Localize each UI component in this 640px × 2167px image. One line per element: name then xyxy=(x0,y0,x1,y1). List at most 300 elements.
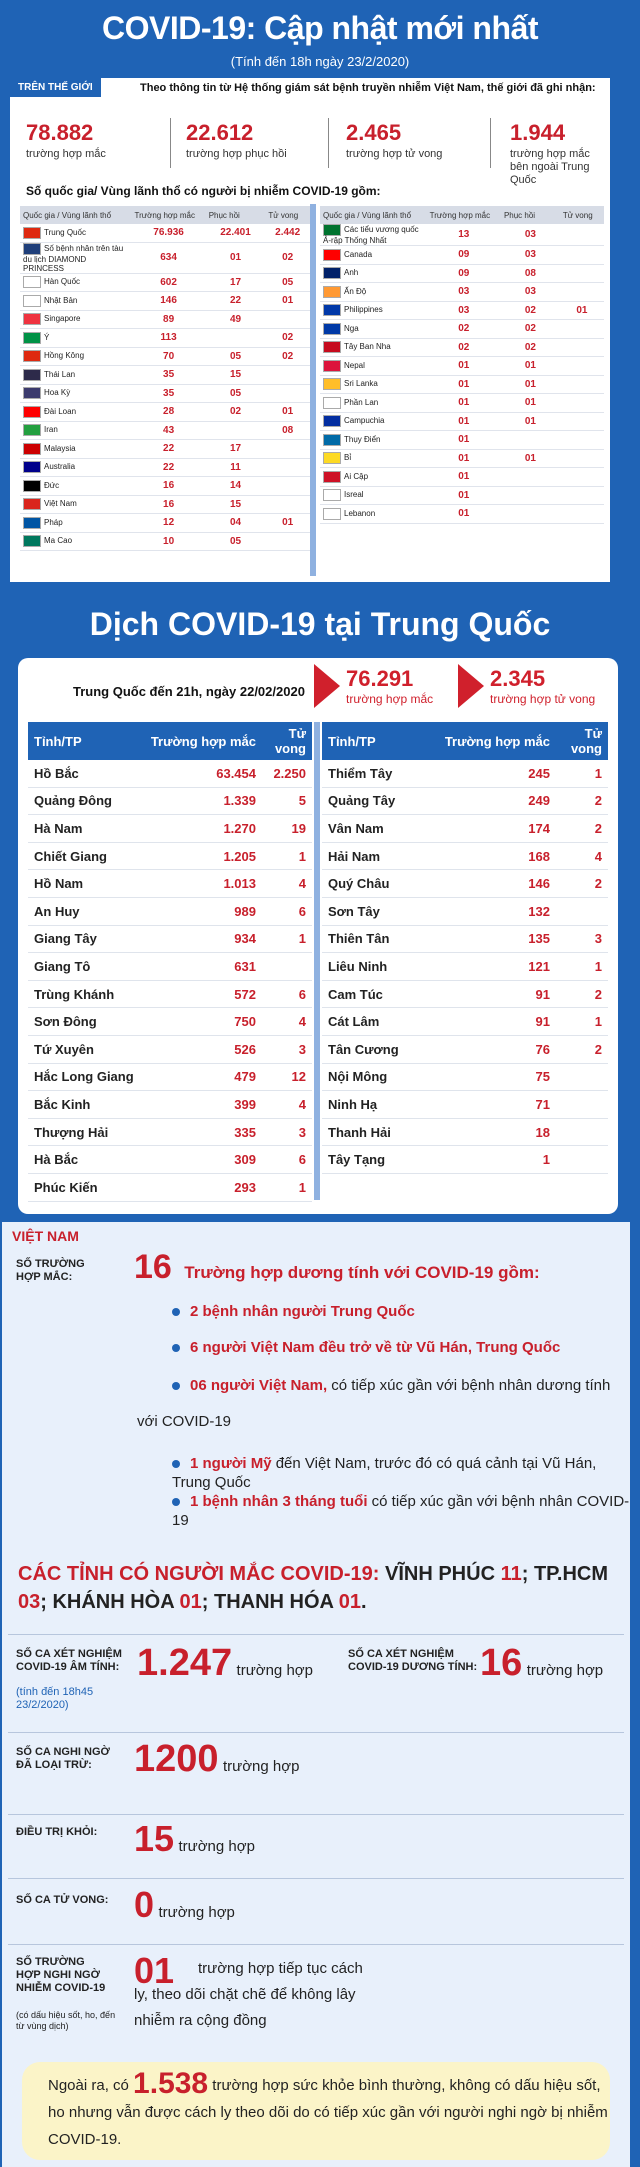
table-row xyxy=(320,338,604,357)
country-name: Ấn Độ xyxy=(344,286,367,296)
country-name: Tây Ban Nha xyxy=(344,342,391,352)
country-name: Singapore xyxy=(44,314,81,324)
country-name: Lebanon xyxy=(344,508,376,518)
excluded-value xyxy=(134,1738,299,1781)
province-cell: Thiểm Tây xyxy=(322,760,424,787)
table-row xyxy=(320,449,604,468)
table-row xyxy=(320,283,604,302)
bullet-2 xyxy=(172,1338,560,1357)
deaths-cell: 3 xyxy=(262,1118,312,1146)
province-cell: Trùng Khánh xyxy=(28,980,140,1008)
suspect-label: SỐ TRƯỜNG HỢP NGHI NGỜ NHIỄM COVID-19 xyxy=(16,1956,106,1994)
country-name: Trung Quốc xyxy=(44,227,86,237)
country-cell xyxy=(320,431,427,450)
province-name: ; TP.HCM xyxy=(521,1563,609,1585)
flag-icon xyxy=(323,360,341,372)
deaths-cell xyxy=(265,366,310,385)
cases-cell: 631 xyxy=(140,953,262,981)
country-list-title: Số quốc gia/ Vùng lãnh thổ có người bị nhiễm COVID-19 gồm: xyxy=(26,184,381,198)
country-name: Campuchia xyxy=(344,416,385,426)
bullet-icon xyxy=(172,1344,180,1352)
country-cell xyxy=(20,224,131,242)
recovered-cell xyxy=(206,421,266,440)
flag-icon xyxy=(23,517,41,529)
flag-icon xyxy=(23,276,41,288)
deaths-cell xyxy=(556,897,608,925)
recovered-cell: 15 xyxy=(206,366,266,385)
recovered-cell: 01 xyxy=(501,394,560,413)
recovered-cell: 01 xyxy=(501,449,560,468)
recovered-cell: 03 xyxy=(501,224,560,246)
table-row xyxy=(322,842,608,870)
recovered-cell: 02 xyxy=(501,301,560,320)
cured-unit: trường hợp xyxy=(178,1838,255,1855)
cases-cell: 09 xyxy=(427,246,501,265)
col-recovered: Phục hồi xyxy=(206,206,266,224)
china-table-left xyxy=(28,722,312,1202)
country-cell xyxy=(320,449,427,468)
deaths-cell xyxy=(560,338,604,357)
table-row xyxy=(28,787,312,815)
recovered-cell xyxy=(501,468,560,487)
deaths-cell: 1 xyxy=(262,842,312,870)
deaths-cell: 1 xyxy=(556,760,608,787)
country-name: Philippines xyxy=(344,305,383,315)
world-intro: Theo thông tin từ Hệ thống giám sát bệnh truyền nhiễm Việt Nam, thế giới đã ghi nhận: xyxy=(140,82,596,94)
province-cell: Giang Tây xyxy=(28,925,140,953)
bullet-text: 6 người Việt Nam đều trở về từ Vũ Hán, Trung Quốc xyxy=(190,1339,561,1356)
country-name: Các tiểu vương quốc Ả-rập Thống Nhất xyxy=(323,225,419,245)
cases-cell: 63.454 xyxy=(140,760,262,787)
flag-icon xyxy=(23,295,41,307)
flag-icon xyxy=(323,434,341,446)
flag-icon xyxy=(323,489,341,501)
divider xyxy=(490,118,491,168)
province-cell: Quý Châu xyxy=(322,870,424,898)
table-row xyxy=(20,403,310,422)
recovered-cell: 01 xyxy=(501,412,560,431)
world-tag: TRÊN THẾ GIỚI xyxy=(10,78,101,97)
china-total-cases xyxy=(346,666,433,706)
country-cell xyxy=(20,421,131,440)
table-row xyxy=(20,292,310,311)
country-table-left xyxy=(20,206,310,551)
note-text xyxy=(48,2067,608,2153)
deaths-cell xyxy=(265,532,310,551)
table-row xyxy=(20,458,310,477)
table-row xyxy=(20,514,310,533)
table-row xyxy=(28,1146,312,1174)
table-row xyxy=(320,468,604,487)
country-name: Nga xyxy=(344,323,359,333)
table-row xyxy=(322,1146,608,1174)
flag-icon xyxy=(323,471,341,483)
cases-cell: 35 xyxy=(131,366,205,385)
cases-cell: 399 xyxy=(140,1091,262,1119)
death-unit: trường hợp xyxy=(158,1904,235,1921)
cases-cell: 01 xyxy=(427,412,501,431)
province-cell: Thượng Hải xyxy=(28,1118,140,1146)
province-cell: Sơn Tây xyxy=(322,897,424,925)
recovered-cell: 03 xyxy=(501,246,560,265)
cases-cell: 76 xyxy=(424,1035,556,1063)
deaths-cell: 2.442 xyxy=(265,224,310,242)
country-name: Đài Loan xyxy=(44,406,77,416)
country-name: Canada xyxy=(344,249,373,259)
province-cell: Ninh Hạ xyxy=(322,1091,424,1119)
province-name: ; KHÁNH HÒA xyxy=(40,1591,174,1613)
col-cases: Trường hợp mắc xyxy=(131,206,205,224)
note-pre: Ngoài ra, có xyxy=(48,2077,129,2094)
deaths-cell: 5 xyxy=(262,787,312,815)
country-name: Phần Lan xyxy=(344,397,379,407)
bullet-icon xyxy=(172,1382,180,1390)
bullet-text: có tiếp xúc gần với bệnh nhân COVID-19 xyxy=(172,1493,630,1529)
flag-icon xyxy=(23,243,41,255)
cases-cell: 01 xyxy=(427,468,501,487)
arrow-icon xyxy=(458,664,484,708)
cured-label: ĐIỀU TRỊ KHỎI: xyxy=(16,1826,98,1838)
cases-cell: 02 xyxy=(427,338,501,357)
flag-icon xyxy=(23,406,41,418)
cases-cell: 121 xyxy=(424,953,556,981)
cases-cell: 479 xyxy=(140,1063,262,1091)
stat-deaths-label: trường hợp tử vong xyxy=(346,148,443,160)
deaths-cell xyxy=(560,449,604,468)
deaths-cell xyxy=(560,375,604,394)
cases-cell: 13 xyxy=(427,224,501,246)
table-row xyxy=(28,953,312,981)
cases-cell: 12 xyxy=(131,514,205,533)
country-name: Thái Lan xyxy=(44,369,76,379)
col-province: Tỉnh/TP xyxy=(322,722,424,760)
vietnam-card xyxy=(2,1222,630,2167)
cases-cell: 750 xyxy=(140,1008,262,1036)
bullet-1 xyxy=(172,1302,415,1321)
stat-recovered xyxy=(186,120,336,161)
flag-icon xyxy=(323,267,341,279)
flag-icon xyxy=(23,424,41,436)
column-separator xyxy=(314,722,320,1200)
table-row xyxy=(320,486,604,505)
deaths-cell xyxy=(265,310,310,329)
cases-cell: 634 xyxy=(131,242,205,273)
table-row xyxy=(322,870,608,898)
recovered-cell: 01 xyxy=(501,375,560,394)
province-count: 11 xyxy=(500,1563,522,1585)
recovered-cell: 49 xyxy=(206,310,266,329)
death-num: 0 xyxy=(134,1884,155,1925)
deaths-cell: 4 xyxy=(556,842,608,870)
deaths-cell: 12 xyxy=(262,1063,312,1091)
deaths-cell: 01 xyxy=(265,514,310,533)
table-row xyxy=(320,431,604,450)
deaths-cell xyxy=(560,246,604,265)
recovered-cell xyxy=(501,486,560,505)
stat-recovered-num: 22.612 xyxy=(186,120,254,145)
cases-cell: 35 xyxy=(131,384,205,403)
deaths-cell: 02 xyxy=(265,242,310,273)
deaths-cell: 02 xyxy=(265,347,310,366)
province-cell: Tây Tạng xyxy=(322,1146,424,1174)
province-cell: Thanh Hải xyxy=(322,1118,424,1146)
deaths-cell: 2 xyxy=(556,815,608,843)
country-cell xyxy=(20,310,131,329)
col-country: Quốc gia / Vùng lãnh thổ xyxy=(20,206,131,224)
flag-icon xyxy=(23,369,41,381)
table-row xyxy=(20,224,310,242)
country-cell xyxy=(20,273,131,292)
deaths-cell xyxy=(560,320,604,339)
death-value xyxy=(134,1884,235,1926)
excluded-num: 1200 xyxy=(134,1738,219,1780)
flag-icon xyxy=(23,387,41,399)
country-name: Ý xyxy=(44,332,50,342)
recovered-cell: 02 xyxy=(501,338,560,357)
country-name: Sri Lanka xyxy=(344,379,378,389)
province-cell: Tân Cương xyxy=(322,1035,424,1063)
cases-cell: 132 xyxy=(424,897,556,925)
country-cell xyxy=(320,486,427,505)
province-cell: Quảng Tây xyxy=(322,787,424,815)
recovered-cell: 05 xyxy=(206,347,266,366)
table-row xyxy=(322,897,608,925)
country-name: Đức xyxy=(44,480,60,490)
deaths-cell: 1 xyxy=(262,1173,312,1201)
province-cell: Cam Túc xyxy=(322,980,424,1008)
note-num: 1.538 xyxy=(133,2067,209,2100)
vietnam-tag: VIỆT NAM xyxy=(12,1228,79,1244)
divider xyxy=(328,118,329,168)
stat-outside-num: 1.944 xyxy=(510,120,566,145)
country-cell xyxy=(20,514,131,533)
flag-icon xyxy=(323,304,341,316)
china-title: Dịch COVID-19 tại Trung Quốc xyxy=(89,606,551,642)
table-row xyxy=(28,1118,312,1146)
country-name: Nhật Bản xyxy=(44,295,78,305)
cases-cell: 76.936 xyxy=(131,224,205,242)
divider xyxy=(8,1878,624,1879)
flag-icon xyxy=(23,480,41,492)
china-deaths-label: trường hợp tử vong xyxy=(490,692,596,706)
country-cell xyxy=(320,283,427,302)
country-name: Ai Cập xyxy=(344,471,369,481)
country-cell xyxy=(20,458,131,477)
deaths-cell xyxy=(560,394,604,413)
table-row xyxy=(322,953,608,981)
flag-icon xyxy=(23,332,41,344)
cases-cell: 335 xyxy=(140,1118,262,1146)
col-deaths: Tử vong xyxy=(262,722,312,760)
deaths-cell xyxy=(262,953,312,981)
table-row xyxy=(320,505,604,524)
province-cell: Liêu Ninh xyxy=(322,953,424,981)
flag-icon xyxy=(323,341,341,353)
recovered-cell: 08 xyxy=(501,264,560,283)
cases-cell: 526 xyxy=(140,1035,262,1063)
table-row xyxy=(28,980,312,1008)
china-deaths-num: 2.345 xyxy=(490,666,546,691)
cases-text: Trường hợp dương tính với COVID-19 gồm: xyxy=(184,1263,540,1282)
recovered-cell: 15 xyxy=(206,495,266,514)
deaths-cell xyxy=(560,264,604,283)
deaths-cell: 1 xyxy=(556,1008,608,1036)
cases-cell: 1 xyxy=(424,1146,556,1174)
province-cell: Nội Mông xyxy=(322,1063,424,1091)
table-row xyxy=(20,273,310,292)
bullet-text: đến Việt Nam, trước đó có quá cảnh tại Vũ Hán, Trung Quốc xyxy=(172,1455,597,1491)
table-row xyxy=(28,1173,312,1201)
suspect-text3: nhiễm ra cộng đồng xyxy=(134,2012,267,2029)
negative-num: 1.247 xyxy=(137,1642,233,1684)
world-title: COVID-19: Cập nhật mới nhất xyxy=(102,10,538,46)
cases-cell: 18 xyxy=(424,1118,556,1146)
province-cell: Hà Nam xyxy=(28,815,140,843)
table-row xyxy=(20,329,310,348)
divider xyxy=(8,1732,624,1733)
deaths-cell xyxy=(560,412,604,431)
recovered-cell: 05 xyxy=(206,532,266,551)
table-row xyxy=(322,1091,608,1119)
flag-icon xyxy=(323,286,341,298)
world-subtitle: (Tính đến 18h ngày 23/2/2020) xyxy=(230,54,410,69)
province-cell: Giang Tô xyxy=(28,953,140,981)
deaths-cell: 6 xyxy=(262,1146,312,1174)
cases-cell: 70 xyxy=(131,347,205,366)
country-cell xyxy=(320,375,427,394)
excluded-unit: trường hợp xyxy=(223,1758,300,1775)
cases-cell: 146 xyxy=(131,292,205,311)
table-row xyxy=(320,246,604,265)
positive-unit: trường hợp xyxy=(526,1662,604,1679)
deaths-cell: 1 xyxy=(262,925,312,953)
table-row xyxy=(28,1008,312,1036)
flag-icon xyxy=(323,224,341,236)
flag-icon xyxy=(323,452,341,464)
suspect-note: (có dấu hiệu sốt, ho, đến từ vùng dịch) xyxy=(16,2010,116,2031)
cases-cell: 75 xyxy=(424,1063,556,1091)
cases-cell: 16 xyxy=(131,495,205,514)
deaths-cell: 2 xyxy=(556,870,608,898)
table-row xyxy=(320,224,604,246)
deaths-cell xyxy=(556,1146,608,1174)
province-count: 01 xyxy=(179,1591,202,1613)
negative-unit: trường hợp xyxy=(236,1662,313,1679)
punct: . xyxy=(361,1591,367,1613)
bullet-text-red: 06 người Việt Nam, xyxy=(190,1377,328,1394)
flag-icon xyxy=(323,249,341,261)
cases-label: SỐ TRƯỜNG HỢP MẮC: xyxy=(16,1258,85,1283)
table-row xyxy=(322,980,608,1008)
china-date: Trung Quốc đến 21h, ngày 22/02/2020 xyxy=(73,684,305,699)
positive-num: 16 xyxy=(480,1642,523,1684)
table-row xyxy=(28,760,312,787)
province-cell: Hồ Bắc xyxy=(28,760,140,787)
flag-icon xyxy=(23,443,41,455)
stat-cases-num: 78.882 xyxy=(26,120,94,145)
province-cell: Hải Nam xyxy=(322,842,424,870)
bullet-text: có tiếp xúc gần với bệnh nhân dương tính xyxy=(331,1377,611,1394)
country-name: Hàn Quốc xyxy=(44,277,81,287)
country-cell xyxy=(20,366,131,385)
cases-cell: 146 xyxy=(424,870,556,898)
bullet-4 xyxy=(172,1454,630,1492)
table-row xyxy=(20,421,310,440)
flag-icon xyxy=(323,397,341,409)
cases-cell: 28 xyxy=(131,403,205,422)
province-count: 03 xyxy=(18,1591,41,1613)
deaths-cell: 2 xyxy=(556,1035,608,1063)
country-cell xyxy=(20,495,131,514)
deaths-cell: 2 xyxy=(556,787,608,815)
country-name: Malaysia xyxy=(44,443,76,453)
col-recovered: Phục hồi xyxy=(501,206,560,224)
note-post: trường hợp sức khỏe bình thường, không có dấu hiệu sốt, ho nhưng vẫn được cách ly theo dõi do có tiếp xúc gần với người nghi ngờ bị nhiễm COVID-19. xyxy=(48,2077,608,2148)
cases-cell: 10 xyxy=(131,532,205,551)
table-row xyxy=(28,1035,312,1063)
deaths-cell: 4 xyxy=(262,870,312,898)
province-cell: Bắc Kinh xyxy=(28,1091,140,1119)
country-name: Pháp xyxy=(44,517,63,527)
table-row xyxy=(20,477,310,496)
stat-deaths-num: 2.465 xyxy=(346,120,402,145)
cases-cell: 1.013 xyxy=(140,870,262,898)
table-row xyxy=(322,925,608,953)
recovered-cell xyxy=(206,329,266,348)
deaths-cell xyxy=(265,495,310,514)
country-cell xyxy=(320,224,427,246)
bullet-icon xyxy=(172,1498,180,1506)
excluded-label: SỐ CA NGHI NGỜ ĐÃ LOẠI TRỪ: xyxy=(16,1746,110,1771)
deaths-cell: 6 xyxy=(262,980,312,1008)
negative-value xyxy=(137,1642,313,1685)
country-cell xyxy=(320,357,427,376)
bullet-icon xyxy=(172,1308,180,1316)
country-name: Hoa Kỳ xyxy=(44,388,71,398)
cases-cell: 01 xyxy=(427,505,501,524)
province-cell: Vân Nam xyxy=(322,815,424,843)
deaths-cell: 01 xyxy=(265,292,310,311)
cured-value xyxy=(134,1818,255,1860)
bullet-3 xyxy=(172,1376,612,1395)
table-row xyxy=(28,815,312,843)
country-cell xyxy=(320,320,427,339)
recovered-cell: 01 xyxy=(501,357,560,376)
bullet-text: 2 bệnh nhân người Trung Quốc xyxy=(190,1303,415,1320)
recovered-cell: 05 xyxy=(206,384,266,403)
negative-note: (tính đến 18h45 23/2/2020) xyxy=(16,1686,94,1711)
table-row xyxy=(322,1008,608,1036)
stat-recovered-label: trường hợp phục hồi xyxy=(186,148,287,160)
country-name: Việt Nam xyxy=(44,499,77,509)
world-card xyxy=(10,78,610,582)
divider xyxy=(170,118,171,168)
country-name: Anh xyxy=(344,268,359,278)
cases-cell: 01 xyxy=(427,375,501,394)
flag-icon xyxy=(23,313,41,325)
recovered-cell: 02 xyxy=(206,403,266,422)
col-deaths: Tử vong xyxy=(265,206,310,224)
cases-cell: 989 xyxy=(140,897,262,925)
country-cell xyxy=(20,477,131,496)
divider xyxy=(8,1814,624,1815)
stat-outside-label: trường hợp mắc bên ngoài Trung Quốc xyxy=(510,148,590,186)
deaths-cell: 02 xyxy=(265,329,310,348)
cases-cell: 135 xyxy=(424,925,556,953)
country-name: Hồng Kông xyxy=(44,351,85,361)
col-cases: Trường hợp mắc xyxy=(140,722,262,760)
country-cell xyxy=(320,264,427,283)
